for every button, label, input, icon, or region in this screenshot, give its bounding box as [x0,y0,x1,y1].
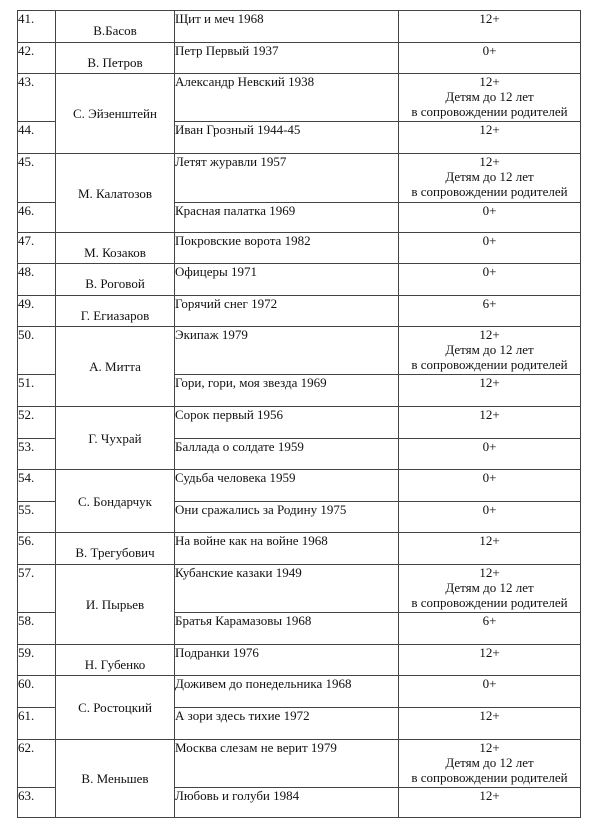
film-title: Гори, гори, моя звезда 1969 [175,375,399,407]
table-row [18,296,581,327]
age-rating [399,407,581,439]
row-number: 42. [18,43,56,74]
age-note-line1: Детям до 12 лет [445,169,534,184]
row-number: 44. [18,122,56,154]
age-rating-value: 12+ [479,154,500,169]
row-number: 46. [18,203,56,233]
age-rating [399,154,581,203]
age-rating-value: 0+ [482,676,497,691]
director-name: И. Пырьев [56,565,175,645]
table-row [18,327,581,375]
row-number: 53. [18,439,56,470]
director-name: М. Козаков [56,233,175,264]
age-rating-value: 0+ [482,264,497,279]
age-rating [399,233,581,264]
row-number: 43. [18,74,56,122]
age-rating [399,43,581,74]
row-number: 47. [18,233,56,264]
age-rating [399,740,581,788]
age-rating [399,788,581,818]
age-rating-value: 12+ [479,11,500,26]
age-rating-value: 12+ [479,327,500,342]
age-rating [399,708,581,740]
film-title: Покровские ворота 1982 [175,233,399,264]
row-number: 57. [18,565,56,613]
age-rating [399,74,581,122]
film-title: Судьба человека 1959 [175,470,399,502]
director-name: Г. Егиазаров [56,296,175,327]
age-rating-value: 12+ [479,122,500,137]
age-rating-value: 6+ [482,613,497,628]
row-number: 56. [18,533,56,565]
age-rating [399,470,581,502]
film-title: Иван Грозный 1944-45 [175,122,399,154]
film-title: Они сражались за Родину 1975 [175,502,399,533]
director-name: В.Басов [56,11,175,43]
age-note-line1: Детям до 12 лет [445,755,534,770]
age-note-line2: в сопровождении родителей [411,595,568,610]
table-row [18,565,581,613]
director-name: В. Петров [56,43,175,74]
age-rating [399,375,581,407]
table-row [18,645,581,676]
row-number: 63. [18,788,56,818]
row-number: 55. [18,502,56,533]
film-title: Любовь и голуби 1984 [175,788,399,818]
director-name: С. Бондарчук [56,470,175,533]
age-rating [399,296,581,327]
age-rating-value: 12+ [479,708,500,723]
row-number: 50. [18,327,56,375]
film-title: Подранки 1976 [175,645,399,676]
age-rating [399,264,581,296]
age-rating-value: 12+ [479,645,500,660]
film-title: Офицеры 1971 [175,264,399,296]
director-name: Г. Чухрай [56,407,175,470]
age-note-line2: в сопровождении родителей [411,184,568,199]
age-note-line1: Детям до 12 лет [445,342,534,357]
film-title: Экипаж 1979 [175,327,399,375]
age-rating-value: 0+ [482,439,497,454]
row-number: 59. [18,645,56,676]
film-title: Братья Карамазовы 1968 [175,613,399,645]
age-rating-value: 0+ [482,470,497,485]
age-rating-value: 12+ [479,407,500,422]
film-title: А зори здесь тихие 1972 [175,708,399,740]
film-list-table [17,10,581,818]
film-title: Горячий снег 1972 [175,296,399,327]
age-note-line2: в сопровождении родителей [411,104,568,119]
table-row [18,233,581,264]
age-rating [399,565,581,613]
film-title: На войне как на войне 1968 [175,533,399,565]
row-number: 62. [18,740,56,788]
film-title: Доживем до понедельника 1968 [175,676,399,708]
table-row [18,154,581,203]
age-rating-value: 0+ [482,203,497,218]
age-rating-value: 0+ [482,233,497,248]
age-rating [399,11,581,43]
age-rating-value: 12+ [479,375,500,390]
film-title: Александр Невский 1938 [175,74,399,122]
film-title: Щит и меч 1968 [175,11,399,43]
age-note-line1: Детям до 12 лет [445,580,534,595]
film-title: Красная палатка 1969 [175,203,399,233]
film-title: Москва слезам не верит 1979 [175,740,399,788]
row-number: 48. [18,264,56,296]
table-row [18,470,581,502]
film-title: Петр Первый 1937 [175,43,399,74]
age-rating-value: 12+ [479,740,500,755]
age-rating-value: 12+ [479,565,500,580]
age-rating [399,676,581,708]
row-number: 61. [18,708,56,740]
age-rating-value: 0+ [482,502,497,517]
row-number: 51. [18,375,56,407]
director-name: Н. Губенко [56,645,175,676]
age-rating-value: 12+ [479,788,500,803]
table-row [18,676,581,708]
age-note-line1: Детям до 12 лет [445,89,534,104]
director-name: В. Меньшев [56,740,175,818]
film-title: Сорок первый 1956 [175,407,399,439]
row-number: 45. [18,154,56,203]
director-name: В. Трегубович [56,533,175,565]
age-rating [399,327,581,375]
director-name: С. Эйзенштейн [56,74,175,154]
row-number: 49. [18,296,56,327]
age-note-line2: в сопровождении родителей [411,357,568,372]
age-rating-value: 12+ [479,74,500,89]
table-row [18,11,581,43]
film-title: Кубанские казаки 1949 [175,565,399,613]
director-name: С. Ростоцкий [56,676,175,740]
table-row [18,264,581,296]
table-row [18,533,581,565]
film-title: Летят журавли 1957 [175,154,399,203]
table-row [18,407,581,439]
director-name: А. Митта [56,327,175,407]
row-number: 58. [18,613,56,645]
table-row [18,43,581,74]
director-name: М. Калатозов [56,154,175,233]
age-rating-value: 12+ [479,533,500,548]
table-row [18,74,581,122]
row-number: 54. [18,470,56,502]
age-rating [399,439,581,470]
age-rating [399,533,581,565]
age-note-line2: в сопровождении родителей [411,770,568,785]
age-rating [399,122,581,154]
age-rating [399,645,581,676]
director-name: В. Роговой [56,264,175,296]
age-rating-value: 0+ [482,43,497,58]
age-rating [399,502,581,533]
age-rating [399,613,581,645]
row-number: 41. [18,11,56,43]
age-rating [399,203,581,233]
row-number: 52. [18,407,56,439]
row-number: 60. [18,676,56,708]
film-title: Баллада о солдате 1959 [175,439,399,470]
table-row [18,740,581,788]
age-rating-value: 6+ [482,296,497,311]
